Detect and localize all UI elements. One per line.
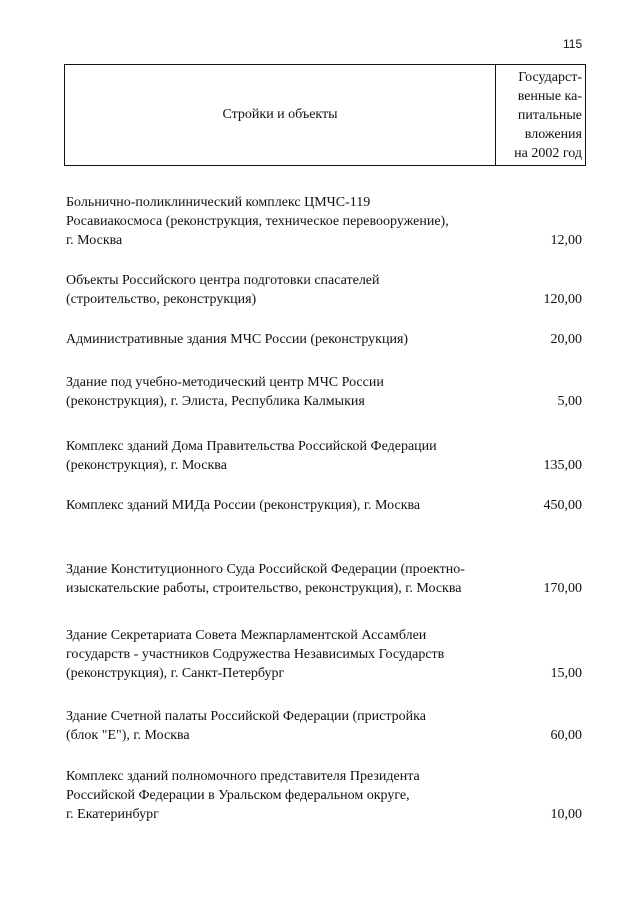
object-name-line: Российской Федерации в Уральском федеральном округе, (66, 788, 410, 803)
header-investment-line: венные ка- (517, 88, 582, 104)
object-name-line: г. Москва (66, 233, 123, 248)
header-investment-line: вложения (524, 126, 582, 142)
header-investment-line: на 2002 год (514, 145, 582, 161)
object-name-line: Здание Секретариата Совета Межпарламентской Ассамблеи (66, 628, 427, 643)
object-name-line: (блок "Е"), г. Москва (66, 728, 190, 743)
table-row (66, 707, 582, 745)
object-name-line: Комплекс зданий МИДа России (реконструкция), г. Москва (66, 498, 421, 513)
investment-value: 120,00 (543, 292, 582, 307)
investment-value: 170,00 (543, 581, 582, 596)
object-name-line: (реконструкция), г. Элиста, Республика Калмыкия (66, 394, 365, 409)
object-name-line: Здание Счетной палаты Российской Федерации (пристройка (66, 709, 426, 724)
table-row (66, 767, 582, 824)
table-header (64, 64, 586, 166)
table-row (66, 496, 582, 515)
object-name-line: Объекты Российского центра подготовки спасателей (66, 273, 380, 288)
investment-value: 5,00 (557, 394, 582, 409)
object-name-line: (реконструкция), г. Москва (66, 458, 227, 473)
investment-value: 20,00 (550, 332, 582, 347)
page-number: 115 (563, 37, 583, 51)
header-objects-column: Стройки и объекты (65, 65, 496, 165)
investment-value: 135,00 (543, 458, 582, 473)
header-investment-line: Государст- (518, 69, 582, 85)
table-row (66, 626, 582, 683)
object-name-line: Административные здания МЧС России (реконструкция) (66, 332, 409, 347)
object-name-line: изыскательские работы, строительство, реконструкция), г. Москва (66, 581, 462, 596)
object-name-line: Здание под учебно-методический центр МЧС России (66, 375, 384, 390)
object-name-line: г. Екатеринбург (66, 807, 159, 822)
object-name-line: Росавиакосмоса (реконструкция, техническое перевооружение), (66, 214, 449, 229)
investment-value: 12,00 (550, 233, 582, 248)
table-row (66, 373, 582, 411)
object-name-line: Комплекс зданий полномочного представителя Президента (66, 769, 420, 784)
investment-value: 15,00 (550, 666, 582, 681)
object-name-line: Больнично-поликлинический комплекс ЦМЧС-119 (66, 195, 371, 210)
investment-value: 60,00 (550, 728, 582, 743)
object-name-line: Комплекс зданий Дома Правительства Российской Федерации (66, 439, 437, 454)
table-row (66, 330, 582, 349)
table-row (66, 437, 582, 475)
table-row (66, 271, 582, 309)
table-row (66, 193, 582, 250)
object-name-line: (реконструкция), г. Санкт-Петербург (66, 666, 285, 681)
investment-value: 10,00 (550, 807, 582, 822)
object-name-line: (строительство, реконструкция) (66, 292, 257, 307)
investment-value: 450,00 (543, 498, 582, 513)
header-investment-line: питальные (517, 107, 582, 123)
header-investment-column (496, 65, 585, 165)
table-row (66, 560, 582, 598)
object-name-line: Здание Конституционного Суда Российской Федерации (проектно- (66, 562, 465, 577)
object-name-line: государств - участников Содружества Независимых Государств (66, 647, 445, 662)
